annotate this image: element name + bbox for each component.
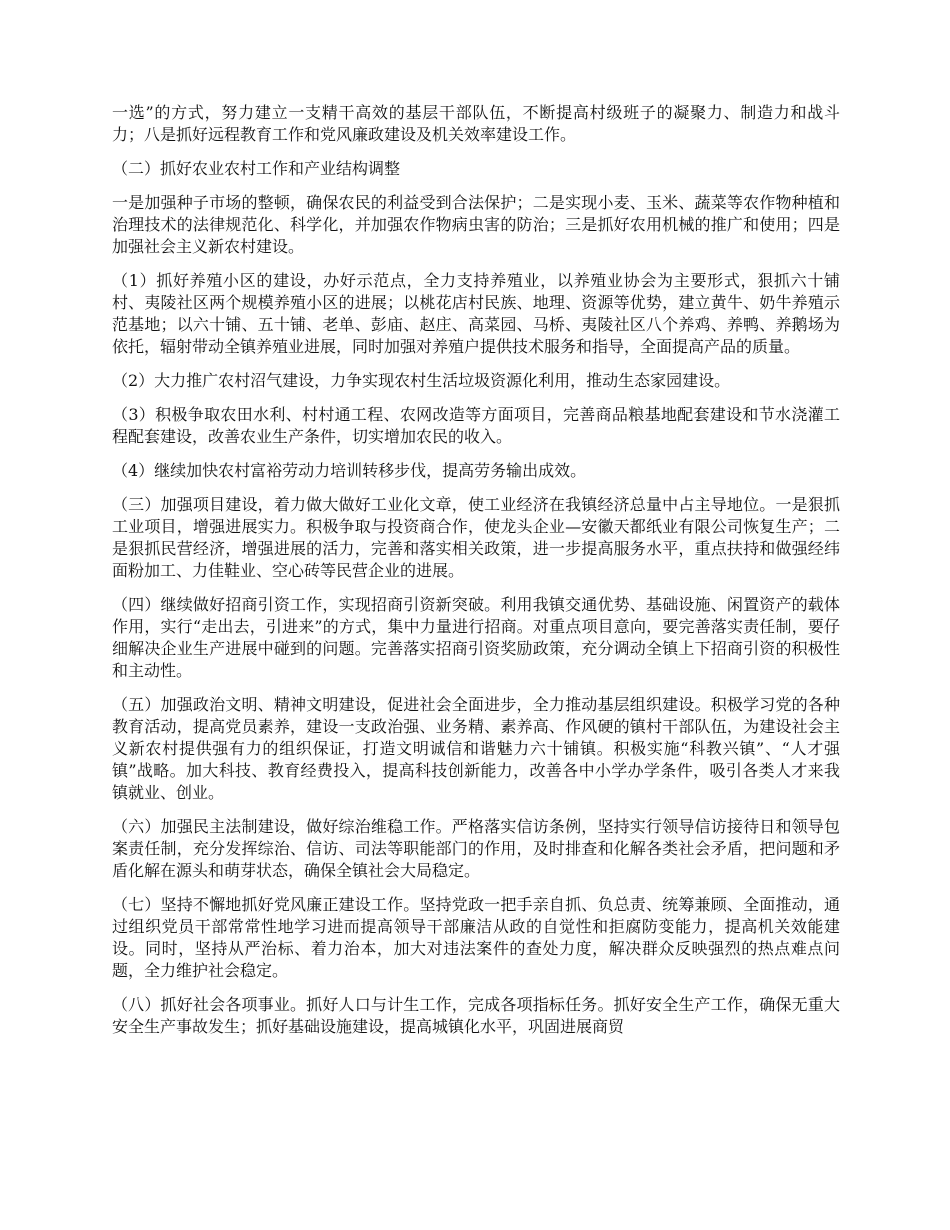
paragraph-section-4-investment: （四）继续做好招商引资工作，实现招商引资新突破。利用我镇交通优势、基础设施、闲置资产的载体作用，实行“走出去，引进来”的方式，集中力量进行招商。对重点项目意向，要完善落实责任制，要仔细解决企业生产进展中碰到的问题。完善落实招商引资奖励政策，充分调动全镇上下招商引资的积极性和主动性。	[112, 595, 840, 680]
paragraph-intro-continuation: 一选”的方式，努力建立一支精干高效的基层干部队伍，不断提高村级班子的凝聚力、制造力和战斗力；八是抓好远程教育工作和党风廉政建设及机关效率建设工作。	[112, 103, 840, 144]
paragraph-item-4-labor: （4）继续加快农村富裕劳动力培训转移步伐，提高劳务输出成效。	[112, 461, 587, 480]
paragraph-section-3-projects: （三）加强项目建设，着力做大做好工业化文章，使工业经济在我镇经济总量中占主导地位。一是狠抓工业项目，增强进展实力。积极争取与投资商合作，使龙头企业—安徽天都纸业有限公司恢复生产；二是狠抓民营经济，增强进展的活力，完善和落实相关政策，进一步提高服务水平，重点扶持和做强经纬面粉加工、力佳鞋业、空心砖等民营企业的进展。	[112, 495, 840, 580]
paragraph-section-6-legal: （六）加强民主法制建设，做好综治维稳工作。严格落实信访条例，坚持实行领导信访接待日和领导包案责任制，充分发挥综治、信访、司法等职能部门的作用，及时排查和化解各类社会矛盾，把问题和矛盾化解在源头和萌芽状态，确保全镇社会大局稳定。	[112, 817, 840, 880]
section-heading-agriculture: （二）抓好农业农村工作和产业结构调整	[112, 159, 401, 178]
paragraph-item-1-breeding: （1）抓好养殖小区的建设，办好示范点，全力支持养殖业，以养殖业协会为主要形式，狠抓六十铺村、夷陵社区两个规模养殖小区的进展；以桃花店村民族、地理、资源等优势，建立黄牛、奶牛养殖示范基地；以六十铺、五十铺、老单、彭庙、赵庄、高菜园、马桥、夷陵社区八个养鸡、养鸭、养鹅场为依托，辐射带动全镇养殖业进展，同时加强对养殖户提供技术服务和指导，全面提高产品的质量。	[112, 271, 840, 356]
paragraph-section-8-social: （八）抓好社会各项事业。抓好人口与计生工作，完成各项指标任务。抓好安全生产工作，确保无重大安全生产事故发生；抓好基础设施建设，提高城镇化水平，巩固进展商贸	[112, 995, 840, 1036]
paragraph-section-5-civilization: （五）加强政治文明、精神文明建设，促进社会全面进步，全力推动基层组织建设。积极学习党的各种教育活动，提高党员素养，建设一支政治强、业务精、素养高、作风硬的镇村干部队伍，为建设社会主义新农村提供强有力的组织保证，打造文明诚信和谐魅力六十铺镇。积极实施“科教兴镇”、“人才强镇”战略。加大科技、教育经费投入，提高科技创新能力，改善各中小学办学条件，吸引各类人才来我镇就业、创业。	[112, 695, 840, 802]
paragraph-item-2-biogas: （2）大力推广农村沼气建设，力争实现农村生活垃圾资源化利用，推动生态家园建设。	[112, 371, 731, 390]
document-page	[112, 102, 840, 1050]
paragraph-agriculture-overview: 一是加强种子市场的整顿，确保农民的利益受到合法保护；二是实现小麦、玉米、蔬菜等农作物种植和治理技术的法律规范化、科学化，并加强农作物病虫害的防治；三是抓好农用机械的推广和使用；四是加强社会主义新农村建设。	[112, 193, 840, 256]
paragraph-item-3-irrigation: （3）积极争取农田水利、村村通工程、农网改造等方面项目，完善商品粮基地配套建设和节水浇灌工程配套建设，改善农业生产条件，切实增加农民的收入。	[112, 405, 840, 446]
paragraph-section-7-integrity: （七）坚持不懈地抓好党风廉正建设工作。坚持党政一把手亲自抓、负总责、统筹兼顾、全面推动，通过组织党员干部常常性地学习进而提高领导干部廉洁从政的自觉性和拒腐防变能力，提高机关效能建设。同时，坚持从严治标、着力治本，加大对违法案件的查处力度，解决群众反映强烈的热点难点问题，全力维护社会稳定。	[112, 895, 840, 980]
